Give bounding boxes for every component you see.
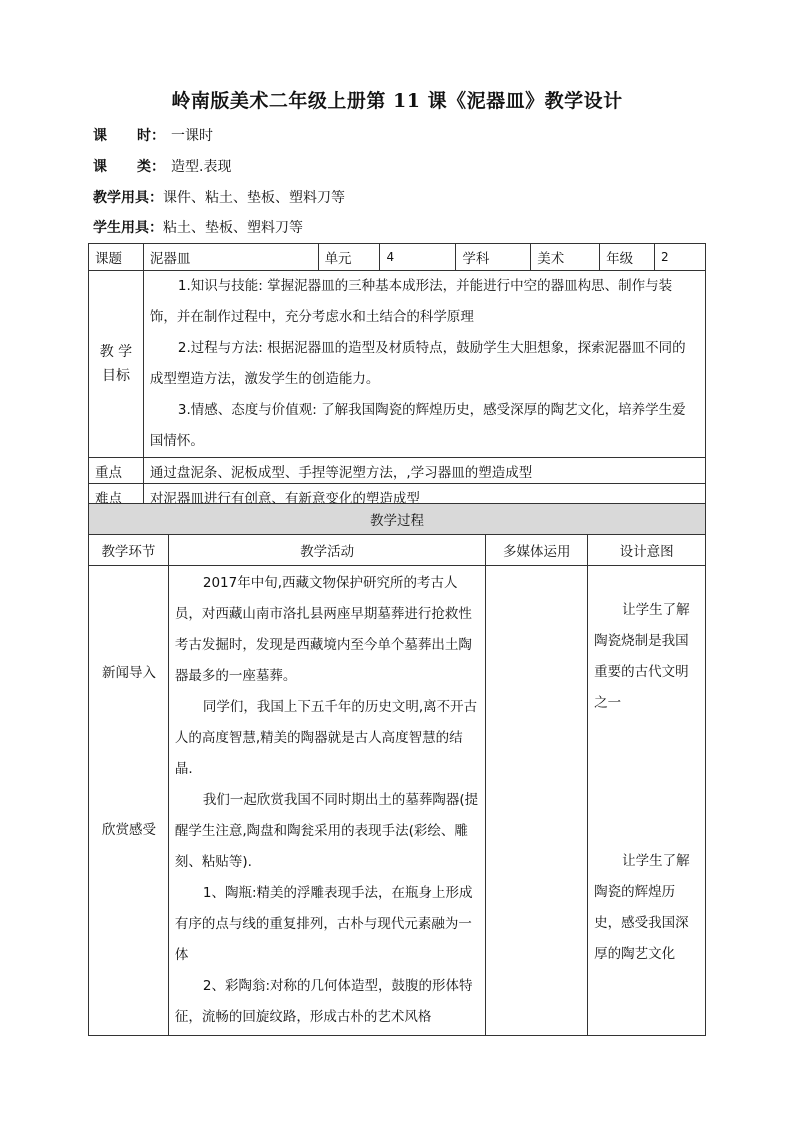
grade-label: 年级 [600,244,655,271]
objective-item: 2.过程与方法: 根据泥器皿的造型及材质特点，鼓励学生大胆想象，探索泥器皿不同的成型塑造方法，激发学生的创造能力。 [149,340,686,387]
key-point-label: 重点 [89,458,144,484]
column-header: 教学环节 [89,535,169,566]
meta-label: 学生用具： [93,220,163,236]
meta-student-tools [93,219,303,237]
difficulty-label: 难点 [89,484,144,510]
objective-item: 3.情感、态度与价值观: 了解我国陶瓷的辉煌历史，感受深厚的陶艺文化，培养学生爱国情怀。 [149,402,686,449]
multimedia-cell [486,566,588,1036]
objectives-content [143,271,705,458]
meta-teaching-tools [93,189,345,207]
objective-item: 1.知识与技能: 掌握泥器皿的三种基本成形法，并能进行中空的器皿构思、制作与装饰，并在制作过程中，充分考虑水和土结合的科学原理 [149,278,673,325]
subject-label: 学科 [456,244,531,271]
topic-label: 课题 [89,244,144,271]
meta-value: 粘土、垫板、塑料刀等 [163,220,303,236]
activity-cell [168,566,485,1036]
column-header: 教学活动 [168,535,485,566]
process-header: 教学过程 [89,504,706,535]
meta-value: 课件、粘土、垫板、塑料刀等 [163,190,345,206]
activity-paragraph: 2017年中旬,西藏文物保护研究所的考古人员，对西藏山南市洛扎县两座早期墓葬进行抢救性考古发掘时，发现是西藏境内至今单个墓葬出土陶器最多的一座墓葬。 [174,575,472,684]
topic-value: 泥器皿 [143,244,318,271]
lesson-info-table [88,243,706,510]
meta-value: 一课时 [171,128,213,144]
process-columns-row [89,535,706,566]
process-header-row [89,504,706,535]
teaching-process-table [88,503,706,1036]
stage-item: 新闻导入 [102,665,156,681]
meta-label-b: 类： [137,159,165,175]
activity-paragraph: 2、彩陶翁:对称的几何体造型，鼓腹的形体特征，流畅的回旋纹路，形成古朴的艺术风格 [174,978,473,1025]
intent-paragraph: 让学生了解陶瓷的辉煌历史，感受我国深厚的陶艺文化 [594,853,690,962]
objectives-label: 教 学 目标 [89,271,144,458]
activity-paragraph: 1、陶瓶:精美的浮雕表现手法，在瓶身上形成有序的点与线的重复排列，古朴与现代元素融为一体 [174,885,473,963]
meta-label-a: 课 [93,128,107,144]
intent-paragraph: 让学生了解陶瓷烧制是我国重要的古代文明之一 [594,602,690,711]
meta-label: 教学用具： [93,190,163,206]
unit-label: 单元 [318,244,380,271]
meta-label-b: 时： [137,128,165,144]
page-title: 岭南版美术二年级上册第 11 课《泥器皿》教学设计 [171,90,623,112]
intent-cell [588,566,706,1036]
difficulty-text: 对泥器皿进行有创意、有新意变化的塑造成型 [143,484,705,510]
meta-class-type [93,158,231,176]
grade-value: 2 [655,244,706,271]
subject-value: 美术 [531,244,600,271]
info-row [89,244,706,271]
stage-cell [89,566,169,1036]
process-content-row [89,566,706,1036]
activity-paragraph: 我们一起欣赏我国不同时期出土的墓葬陶器(提醒学生注意,陶盘和陶瓮采用的表现手法(彩绘、雕刻、粘贴等). [174,792,479,870]
activity-paragraph: 同学们，我国上下五千年的历史文明,离不开古人的高度智慧,精美的陶器就是古人高度智慧的结晶. [174,699,478,777]
key-point-row [89,458,706,484]
column-header: 设计意图 [588,535,706,566]
stage-item: 欣赏感受 [102,822,156,838]
meta-label-a: 课 [93,159,107,175]
column-header: 多媒体运用 [486,535,588,566]
objectives-row [89,271,706,458]
meta-value: 造型.表现 [171,159,232,175]
meta-class-hours [93,127,213,145]
unit-value: 4 [380,244,456,271]
key-point-text: 通过盘泥条、泥板成型、手捏等泥塑方法，,学习器皿的塑造成型 [143,458,705,484]
